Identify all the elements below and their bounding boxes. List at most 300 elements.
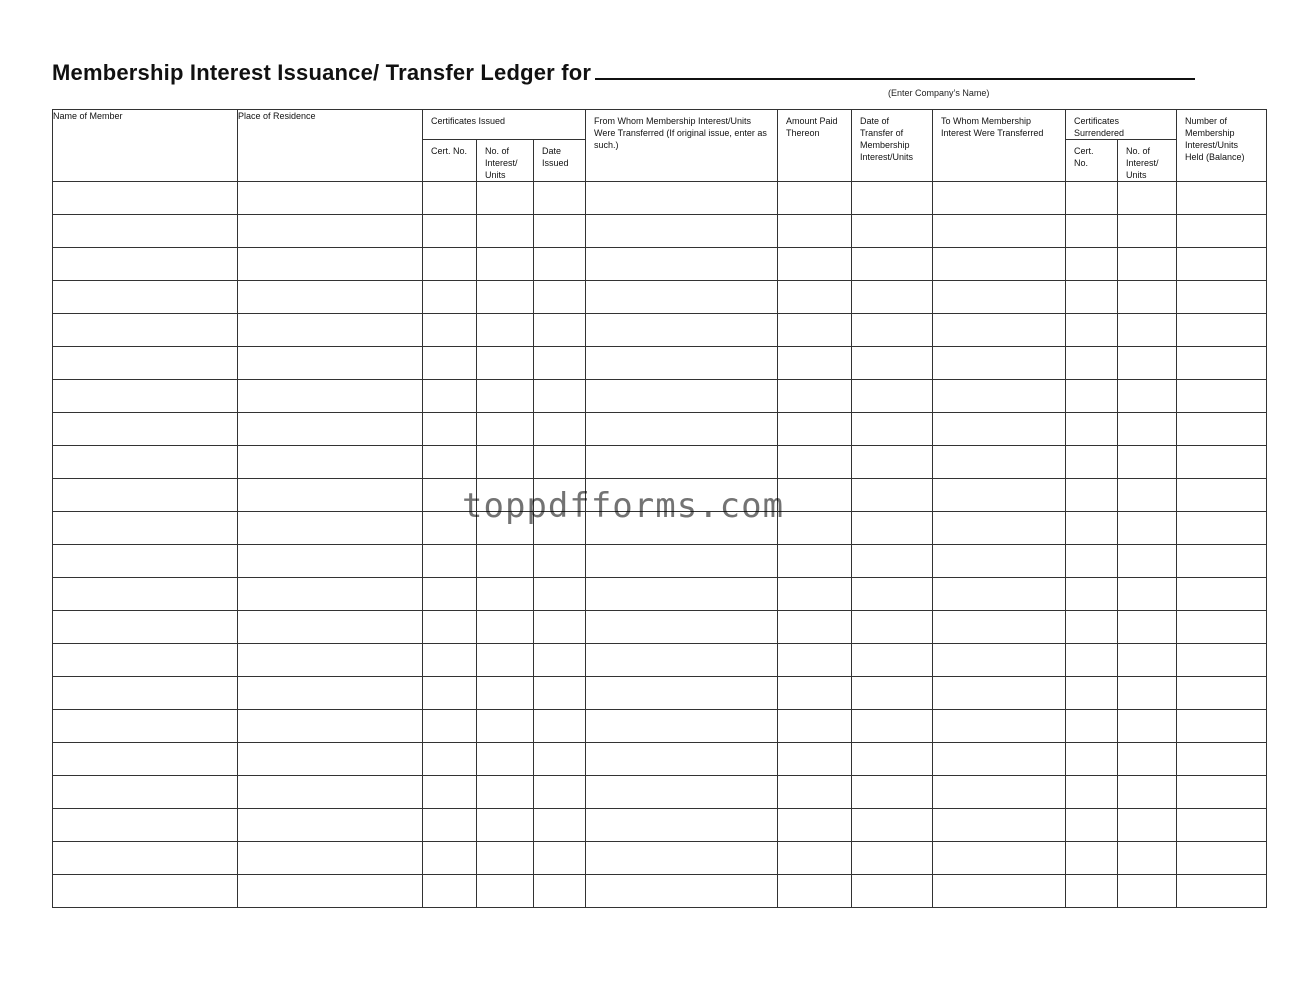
cell-issued-date[interactable]: [534, 512, 586, 545]
cell-number-held[interactable]: [1177, 644, 1267, 677]
cell-issued-no-units[interactable]: [477, 710, 534, 743]
cell-name-of-member[interactable]: [53, 743, 238, 776]
cell-surrendered-no-units[interactable]: [1118, 677, 1177, 710]
cell-from-whom[interactable]: [586, 809, 778, 842]
cell-place-of-residence[interactable]: [238, 710, 423, 743]
cell-issued-cert-no[interactable]: [423, 248, 477, 281]
cell-issued-no-units[interactable]: [477, 545, 534, 578]
cell-from-whom[interactable]: [586, 710, 778, 743]
header-from-whom: From Whom Membership Interest/Units Were Transferred (If original issue, enter as such.): [586, 110, 778, 182]
company-name-blank[interactable]: [595, 58, 1195, 80]
cell-number-held[interactable]: [1177, 710, 1267, 743]
cell-issued-cert-no[interactable]: [423, 842, 477, 875]
cell-issued-cert-no[interactable]: [423, 743, 477, 776]
ledger-body: [53, 182, 1267, 908]
header-issued-date: Date Issued: [534, 140, 586, 182]
cell-issued-date[interactable]: [534, 248, 586, 281]
cell-amount-paid[interactable]: [778, 512, 852, 545]
company-name-hint: (Enter Company’s Name): [888, 88, 990, 98]
cell-surrendered-no-units[interactable]: [1118, 611, 1177, 644]
cell-to-whom[interactable]: [933, 314, 1066, 347]
cell-amount-paid[interactable]: [778, 545, 852, 578]
cell-date-of-transfer[interactable]: [852, 545, 933, 578]
cell-number-held[interactable]: [1177, 545, 1267, 578]
cell-issued-cert-no[interactable]: [423, 479, 477, 512]
cell-issued-cert-no[interactable]: [423, 710, 477, 743]
cell-to-whom[interactable]: [933, 644, 1066, 677]
cell-surrendered-no-units[interactable]: [1118, 644, 1177, 677]
cell-amount-paid[interactable]: [778, 314, 852, 347]
cell-from-whom[interactable]: [586, 413, 778, 446]
cell-issued-date[interactable]: [534, 215, 586, 248]
cell-name-of-member[interactable]: [53, 380, 238, 413]
cell-to-whom[interactable]: [933, 842, 1066, 875]
table-row: [53, 281, 1267, 314]
table-row: [53, 314, 1267, 347]
cell-amount-paid[interactable]: [778, 743, 852, 776]
cell-place-of-residence[interactable]: [238, 446, 423, 479]
cell-surrendered-cert-no[interactable]: [1066, 578, 1118, 611]
cell-issued-no-units[interactable]: [477, 875, 534, 908]
header-amount-paid: Amount Paid Thereon: [778, 110, 852, 182]
cell-name-of-member[interactable]: [53, 611, 238, 644]
table-row: [53, 512, 1267, 545]
cell-issued-date[interactable]: [534, 413, 586, 446]
cell-issued-date[interactable]: [534, 776, 586, 809]
cell-place-of-residence[interactable]: [238, 479, 423, 512]
cell-surrendered-no-units[interactable]: [1118, 479, 1177, 512]
cell-issued-date[interactable]: [534, 314, 586, 347]
cell-issued-no-units[interactable]: [477, 446, 534, 479]
cell-name-of-member[interactable]: [53, 413, 238, 446]
cell-surrendered-cert-no[interactable]: [1066, 677, 1118, 710]
cell-name-of-member[interactable]: [53, 479, 238, 512]
cell-amount-paid[interactable]: [778, 842, 852, 875]
cell-number-held[interactable]: [1177, 314, 1267, 347]
cell-surrendered-no-units[interactable]: [1118, 281, 1177, 314]
cell-name-of-member[interactable]: [53, 545, 238, 578]
cell-surrendered-no-units[interactable]: [1118, 578, 1177, 611]
cell-issued-cert-no[interactable]: [423, 545, 477, 578]
cell-to-whom[interactable]: [933, 182, 1066, 215]
header-surrendered-no-units: No. of Interest/ Units: [1118, 140, 1177, 182]
cell-name-of-member[interactable]: [53, 842, 238, 875]
header-surrendered-cert-no: Cert. No.: [1066, 140, 1118, 182]
cell-from-whom[interactable]: [586, 776, 778, 809]
cell-issued-no-units[interactable]: [477, 776, 534, 809]
cell-issued-cert-no[interactable]: [423, 776, 477, 809]
cell-amount-paid[interactable]: [778, 347, 852, 380]
cell-issued-date[interactable]: [534, 875, 586, 908]
cell-surrendered-cert-no[interactable]: [1066, 479, 1118, 512]
cell-surrendered-cert-no[interactable]: [1066, 215, 1118, 248]
cell-date-of-transfer[interactable]: [852, 875, 933, 908]
cell-number-held[interactable]: [1177, 182, 1267, 215]
cell-issued-date[interactable]: [534, 677, 586, 710]
cell-place-of-residence[interactable]: [238, 842, 423, 875]
cell-date-of-transfer[interactable]: [852, 446, 933, 479]
cell-to-whom[interactable]: [933, 446, 1066, 479]
cell-amount-paid[interactable]: [778, 215, 852, 248]
table-row: [53, 809, 1267, 842]
cell-amount-paid[interactable]: [778, 248, 852, 281]
cell-issued-no-units[interactable]: [477, 644, 534, 677]
table-row: [53, 776, 1267, 809]
cell-to-whom[interactable]: [933, 809, 1066, 842]
cell-from-whom[interactable]: [586, 446, 778, 479]
cell-from-whom[interactable]: [586, 842, 778, 875]
cell-name-of-member[interactable]: [53, 875, 238, 908]
cell-date-of-transfer[interactable]: [852, 380, 933, 413]
table-row: [53, 842, 1267, 875]
table-row: [53, 380, 1267, 413]
cell-to-whom[interactable]: [933, 512, 1066, 545]
cell-name-of-member[interactable]: [53, 512, 238, 545]
cell-number-held[interactable]: [1177, 413, 1267, 446]
cell-surrendered-no-units[interactable]: [1118, 413, 1177, 446]
table-row: [53, 644, 1267, 677]
cell-number-held[interactable]: [1177, 380, 1267, 413]
cell-number-held[interactable]: [1177, 578, 1267, 611]
cell-issued-no-units[interactable]: [477, 809, 534, 842]
cell-place-of-residence[interactable]: [238, 578, 423, 611]
header-number-held: Number of Membership Interest/Units Held (Balance): [1177, 110, 1267, 182]
cell-surrendered-no-units[interactable]: [1118, 182, 1177, 215]
cell-issued-no-units[interactable]: [477, 842, 534, 875]
cell-amount-paid[interactable]: [778, 281, 852, 314]
cell-issued-date[interactable]: [534, 380, 586, 413]
cell-to-whom[interactable]: [933, 677, 1066, 710]
header-to-whom: To Whom Membership Interest Were Transferred: [933, 110, 1066, 182]
cell-surrendered-cert-no[interactable]: [1066, 545, 1118, 578]
cell-issued-no-units[interactable]: [477, 479, 534, 512]
cell-issued-no-units[interactable]: [477, 281, 534, 314]
cell-place-of-residence[interactable]: [238, 347, 423, 380]
cell-number-held[interactable]: [1177, 842, 1267, 875]
table-row: [53, 215, 1267, 248]
cell-number-held[interactable]: [1177, 347, 1267, 380]
cell-date-of-transfer[interactable]: [852, 743, 933, 776]
cell-from-whom[interactable]: [586, 875, 778, 908]
cell-to-whom[interactable]: [933, 743, 1066, 776]
cell-from-whom[interactable]: [586, 215, 778, 248]
cell-name-of-member[interactable]: [53, 182, 238, 215]
cell-place-of-residence[interactable]: [238, 644, 423, 677]
cell-issued-no-units[interactable]: [477, 743, 534, 776]
cell-issued-date[interactable]: [534, 281, 586, 314]
cell-issued-no-units[interactable]: [477, 512, 534, 545]
cell-amount-paid[interactable]: [778, 182, 852, 215]
cell-issued-no-units[interactable]: [477, 182, 534, 215]
cell-to-whom[interactable]: [933, 380, 1066, 413]
cell-issued-no-units[interactable]: [477, 611, 534, 644]
cell-number-held[interactable]: [1177, 446, 1267, 479]
header-issued-cert-no: Cert. No.: [423, 140, 477, 182]
cell-name-of-member[interactable]: [53, 248, 238, 281]
header-certificates-surrendered: Certificates Surrendered: [1066, 110, 1177, 140]
cell-issued-cert-no[interactable]: [423, 611, 477, 644]
cell-to-whom[interactable]: [933, 776, 1066, 809]
cell-date-of-transfer[interactable]: [852, 677, 933, 710]
header-name-of-member: Name of Member: [53, 110, 238, 182]
page-title: [52, 58, 1262, 86]
cell-issued-date[interactable]: [534, 809, 586, 842]
cell-place-of-residence[interactable]: [238, 380, 423, 413]
cell-to-whom[interactable]: [933, 710, 1066, 743]
cell-amount-paid[interactable]: [778, 380, 852, 413]
cell-issued-date[interactable]: [534, 710, 586, 743]
cell-number-held[interactable]: [1177, 875, 1267, 908]
cell-surrendered-cert-no[interactable]: [1066, 380, 1118, 413]
cell-name-of-member[interactable]: [53, 347, 238, 380]
cell-issued-date[interactable]: [534, 644, 586, 677]
cell-surrendered-cert-no[interactable]: [1066, 413, 1118, 446]
cell-place-of-residence[interactable]: [238, 182, 423, 215]
cell-issued-no-units[interactable]: [477, 413, 534, 446]
cell-place-of-residence[interactable]: [238, 743, 423, 776]
cell-from-whom[interactable]: [586, 644, 778, 677]
cell-surrendered-cert-no[interactable]: [1066, 842, 1118, 875]
cell-date-of-transfer[interactable]: [852, 314, 933, 347]
cell-surrendered-no-units[interactable]: [1118, 314, 1177, 347]
cell-place-of-residence[interactable]: [238, 413, 423, 446]
cell-issued-no-units[interactable]: [477, 347, 534, 380]
cell-surrendered-cert-no[interactable]: [1066, 875, 1118, 908]
cell-issued-date[interactable]: [534, 611, 586, 644]
cell-issued-cert-no[interactable]: [423, 281, 477, 314]
cell-number-held[interactable]: [1177, 809, 1267, 842]
cell-amount-paid[interactable]: [778, 446, 852, 479]
cell-from-whom[interactable]: [586, 314, 778, 347]
cell-to-whom[interactable]: [933, 545, 1066, 578]
cell-name-of-member[interactable]: [53, 809, 238, 842]
cell-issued-cert-no[interactable]: [423, 578, 477, 611]
cell-amount-paid[interactable]: [778, 677, 852, 710]
cell-date-of-transfer[interactable]: [852, 413, 933, 446]
cell-surrendered-cert-no[interactable]: [1066, 314, 1118, 347]
cell-amount-paid[interactable]: [778, 710, 852, 743]
cell-surrendered-cert-no[interactable]: [1066, 446, 1118, 479]
cell-amount-paid[interactable]: [778, 875, 852, 908]
cell-number-held[interactable]: [1177, 611, 1267, 644]
cell-date-of-transfer[interactable]: [852, 611, 933, 644]
cell-to-whom[interactable]: [933, 413, 1066, 446]
cell-from-whom[interactable]: [586, 578, 778, 611]
cell-surrendered-no-units[interactable]: [1118, 545, 1177, 578]
cell-name-of-member[interactable]: [53, 677, 238, 710]
cell-place-of-residence[interactable]: [238, 248, 423, 281]
cell-number-held[interactable]: [1177, 512, 1267, 545]
cell-surrendered-cert-no[interactable]: [1066, 743, 1118, 776]
cell-surrendered-cert-no[interactable]: [1066, 611, 1118, 644]
cell-to-whom[interactable]: [933, 281, 1066, 314]
cell-surrendered-no-units[interactable]: [1118, 446, 1177, 479]
cell-date-of-transfer[interactable]: [852, 644, 933, 677]
cell-surrendered-no-units[interactable]: [1118, 512, 1177, 545]
cell-issued-cert-no[interactable]: [423, 347, 477, 380]
cell-place-of-residence[interactable]: [238, 215, 423, 248]
cell-issued-cert-no[interactable]: [423, 215, 477, 248]
cell-from-whom[interactable]: [586, 380, 778, 413]
cell-place-of-residence[interactable]: [238, 512, 423, 545]
cell-from-whom[interactable]: [586, 347, 778, 380]
table-row: [53, 578, 1267, 611]
cell-amount-paid[interactable]: [778, 644, 852, 677]
cell-issued-cert-no[interactable]: [423, 512, 477, 545]
cell-name-of-member[interactable]: [53, 215, 238, 248]
cell-to-whom[interactable]: [933, 248, 1066, 281]
cell-issued-cert-no[interactable]: [423, 875, 477, 908]
cell-issued-date[interactable]: [534, 347, 586, 380]
cell-number-held[interactable]: [1177, 479, 1267, 512]
cell-from-whom[interactable]: [586, 545, 778, 578]
cell-name-of-member[interactable]: [53, 644, 238, 677]
cell-surrendered-cert-no[interactable]: [1066, 281, 1118, 314]
cell-name-of-member[interactable]: [53, 281, 238, 314]
cell-issued-date[interactable]: [534, 479, 586, 512]
cell-surrendered-no-units[interactable]: [1118, 710, 1177, 743]
cell-surrendered-cert-no[interactable]: [1066, 512, 1118, 545]
table-row: [53, 710, 1267, 743]
cell-issued-cert-no[interactable]: [423, 446, 477, 479]
cell-amount-paid[interactable]: [778, 776, 852, 809]
cell-amount-paid[interactable]: [778, 479, 852, 512]
cell-issued-no-units[interactable]: [477, 380, 534, 413]
cell-surrendered-cert-no[interactable]: [1066, 644, 1118, 677]
cell-place-of-residence[interactable]: [238, 545, 423, 578]
cell-issued-cert-no[interactable]: [423, 644, 477, 677]
cell-date-of-transfer[interactable]: [852, 809, 933, 842]
table-row: [53, 875, 1267, 908]
cell-number-held[interactable]: [1177, 215, 1267, 248]
cell-surrendered-cert-no[interactable]: [1066, 710, 1118, 743]
cell-date-of-transfer[interactable]: [852, 347, 933, 380]
cell-number-held[interactable]: [1177, 281, 1267, 314]
cell-issued-date[interactable]: [534, 545, 586, 578]
cell-name-of-member[interactable]: [53, 314, 238, 347]
cell-from-whom[interactable]: [586, 512, 778, 545]
cell-issued-cert-no[interactable]: [423, 314, 477, 347]
cell-from-whom[interactable]: [586, 743, 778, 776]
cell-issued-date[interactable]: [534, 578, 586, 611]
cell-issued-no-units[interactable]: [477, 314, 534, 347]
cell-from-whom[interactable]: [586, 248, 778, 281]
cell-place-of-residence[interactable]: [238, 875, 423, 908]
header-certificates-issued: Certificates Issued: [423, 110, 586, 140]
cell-surrendered-cert-no[interactable]: [1066, 248, 1118, 281]
cell-from-whom[interactable]: [586, 611, 778, 644]
cell-to-whom[interactable]: [933, 347, 1066, 380]
cell-date-of-transfer[interactable]: [852, 281, 933, 314]
table-row: [53, 479, 1267, 512]
cell-issued-date[interactable]: [534, 446, 586, 479]
cell-surrendered-no-units[interactable]: [1118, 248, 1177, 281]
cell-date-of-transfer[interactable]: [852, 182, 933, 215]
cell-surrendered-no-units[interactable]: [1118, 842, 1177, 875]
cell-date-of-transfer[interactable]: [852, 248, 933, 281]
cell-date-of-transfer[interactable]: [852, 776, 933, 809]
cell-amount-paid[interactable]: [778, 578, 852, 611]
cell-issued-cert-no[interactable]: [423, 182, 477, 215]
cell-issued-no-units[interactable]: [477, 215, 534, 248]
cell-name-of-member[interactable]: [53, 710, 238, 743]
cell-place-of-residence[interactable]: [238, 677, 423, 710]
cell-surrendered-cert-no[interactable]: [1066, 347, 1118, 380]
cell-surrendered-no-units[interactable]: [1118, 875, 1177, 908]
cell-surrendered-no-units[interactable]: [1118, 347, 1177, 380]
cell-from-whom[interactable]: [586, 182, 778, 215]
cell-number-held[interactable]: [1177, 776, 1267, 809]
table-row: [53, 743, 1267, 776]
cell-date-of-transfer[interactable]: [852, 578, 933, 611]
cell-to-whom[interactable]: [933, 875, 1066, 908]
cell-surrendered-no-units[interactable]: [1118, 809, 1177, 842]
table-row: [53, 446, 1267, 479]
cell-to-whom[interactable]: [933, 215, 1066, 248]
cell-number-held[interactable]: [1177, 743, 1267, 776]
cell-name-of-member[interactable]: [53, 578, 238, 611]
cell-issued-no-units[interactable]: [477, 248, 534, 281]
cell-place-of-residence[interactable]: [238, 314, 423, 347]
cell-issued-no-units[interactable]: [477, 677, 534, 710]
cell-from-whom[interactable]: [586, 281, 778, 314]
cell-name-of-member[interactable]: [53, 776, 238, 809]
table-row: [53, 182, 1267, 215]
cell-issued-date[interactable]: [534, 182, 586, 215]
cell-from-whom[interactable]: [586, 479, 778, 512]
table-row: [53, 611, 1267, 644]
cell-issued-date[interactable]: [534, 743, 586, 776]
cell-surrendered-no-units[interactable]: [1118, 215, 1177, 248]
cell-surrendered-no-units[interactable]: [1118, 776, 1177, 809]
cell-date-of-transfer[interactable]: [852, 215, 933, 248]
cell-issued-cert-no[interactable]: [423, 413, 477, 446]
cell-place-of-residence[interactable]: [238, 611, 423, 644]
cell-issued-no-units[interactable]: [477, 578, 534, 611]
cell-number-held[interactable]: [1177, 248, 1267, 281]
cell-issued-date[interactable]: [534, 842, 586, 875]
cell-name-of-member[interactable]: [53, 446, 238, 479]
cell-surrendered-cert-no[interactable]: [1066, 182, 1118, 215]
cell-place-of-residence[interactable]: [238, 776, 423, 809]
cell-number-held[interactable]: [1177, 677, 1267, 710]
cell-issued-cert-no[interactable]: [423, 380, 477, 413]
title-text: Membership Interest Issuance/ Transfer Ledger for: [52, 60, 592, 85]
table-row: [53, 413, 1267, 446]
cell-date-of-transfer[interactable]: [852, 842, 933, 875]
cell-amount-paid[interactable]: [778, 611, 852, 644]
cell-to-whom[interactable]: [933, 611, 1066, 644]
cell-surrendered-cert-no[interactable]: [1066, 776, 1118, 809]
cell-surrendered-no-units[interactable]: [1118, 380, 1177, 413]
cell-surrendered-no-units[interactable]: [1118, 743, 1177, 776]
cell-surrendered-cert-no[interactable]: [1066, 809, 1118, 842]
cell-amount-paid[interactable]: [778, 809, 852, 842]
cell-place-of-residence[interactable]: [238, 281, 423, 314]
cell-amount-paid[interactable]: [778, 413, 852, 446]
cell-date-of-transfer[interactable]: [852, 479, 933, 512]
cell-issued-cert-no[interactable]: [423, 809, 477, 842]
cell-date-of-transfer[interactable]: [852, 710, 933, 743]
ledger-table: [52, 109, 1267, 908]
table-row: [53, 545, 1267, 578]
cell-place-of-residence[interactable]: [238, 809, 423, 842]
cell-to-whom[interactable]: [933, 479, 1066, 512]
cell-from-whom[interactable]: [586, 677, 778, 710]
cell-date-of-transfer[interactable]: [852, 512, 933, 545]
cell-issued-cert-no[interactable]: [423, 677, 477, 710]
cell-to-whom[interactable]: [933, 578, 1066, 611]
